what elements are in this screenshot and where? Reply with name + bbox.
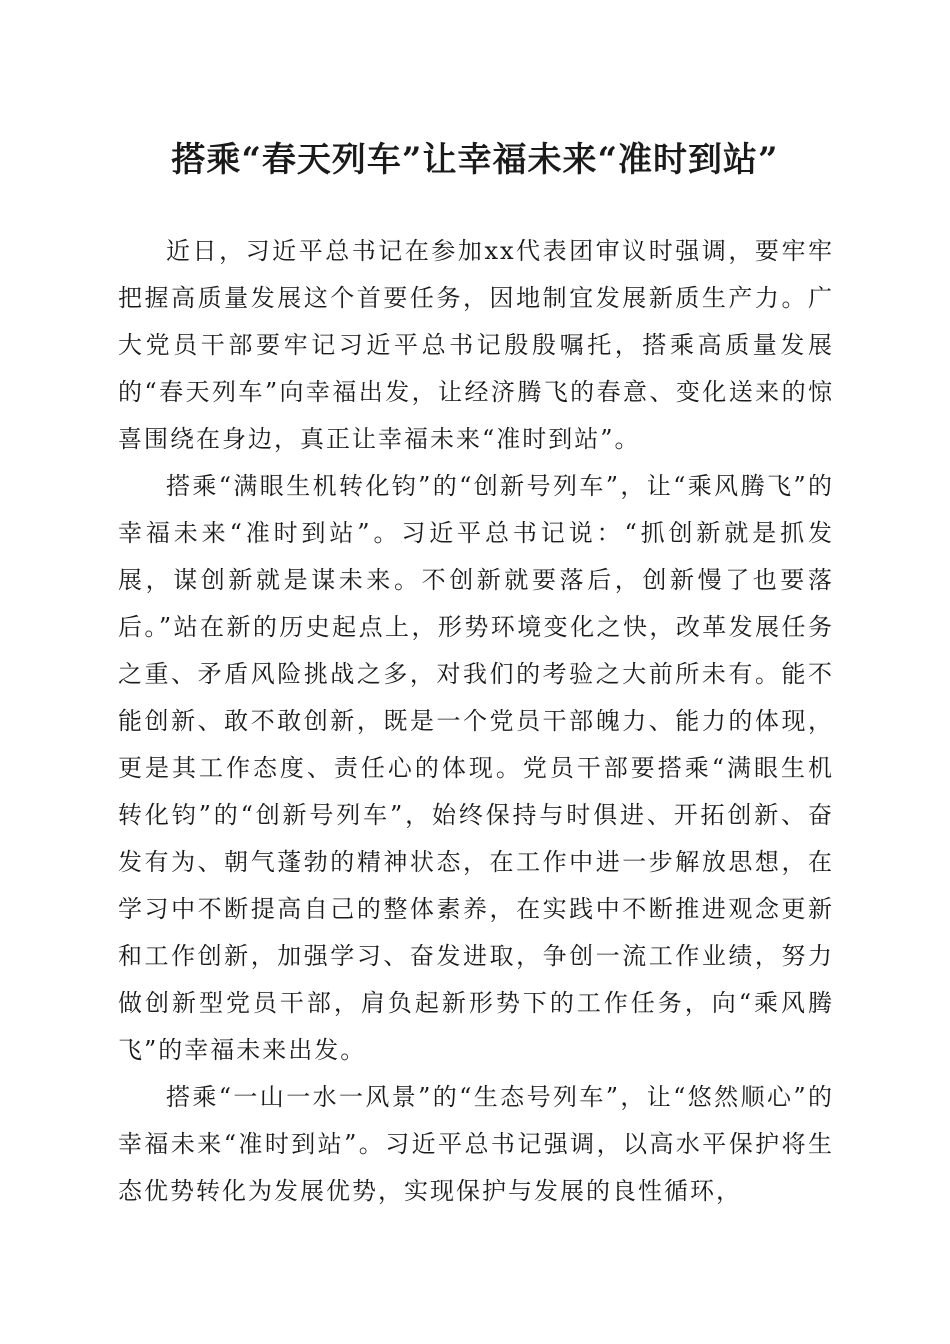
document-title: 搭乘“春天列车”让幸福未来“准时到站” (171, 140, 779, 180)
paragraph-innovation: 搭乘“满眼生机转化钧”的“创新号列车”，让“乘风腾飞”的幸福未来“准时到站”。习近平总书记说：“抓创新就是抓发展，谋创新就是谋未来。不创新就要落后，创新慢了也要落后。”站在新的历史起点上，形势环境变化之快，改革发展任务之重、矛盾风险挑战之多，对我们的考验之大前所未有。能不能创新、敢不敢创新，既是一个党员干部魄力、能力的体现，更是其工作态度、责任心的体现。党员干部要搭乘“满眼生机转化钧”的“创新号列车”，始终保持与时俱进、开拓创新、奋发有为、朝气蓬勃的精神状态，在工作中进一步解放思想，在学习中不断提高自己的整体素养，在实践中不断推进观念更新和工作创新，加强学习、奋发进取，争创一流工作业绩，努力做创新型党员干部，肩负起新形势下的工作任务，向“乘风腾飞”的幸福未来出发。 (118, 472, 834, 1064)
paragraph-ecology: 搭乘“一山一水一风景”的“生态号列车”，让“悠然顺心”的幸福未来“准时到站”。习近平总书记强调，以高水平保护将生态优势转化为发展优势，实现保护与发展的良性循环， (118, 1083, 834, 1205)
document-body (118, 228, 834, 1215)
paragraph-intro: 近日，习近平总书记在参加xx代表团审议时强调，要牢牢把握高质量发展这个首要任务，因地制宜发展新质生产力。广大党员干部要牢记习近平总书记殷殷嘱托，搭乘高质量发展的“春天列车”向幸福出发，让经济腾飞的春意、变化送来的惊喜围绕在身边，真正让幸福未来“准时到站”。 (118, 237, 834, 453)
